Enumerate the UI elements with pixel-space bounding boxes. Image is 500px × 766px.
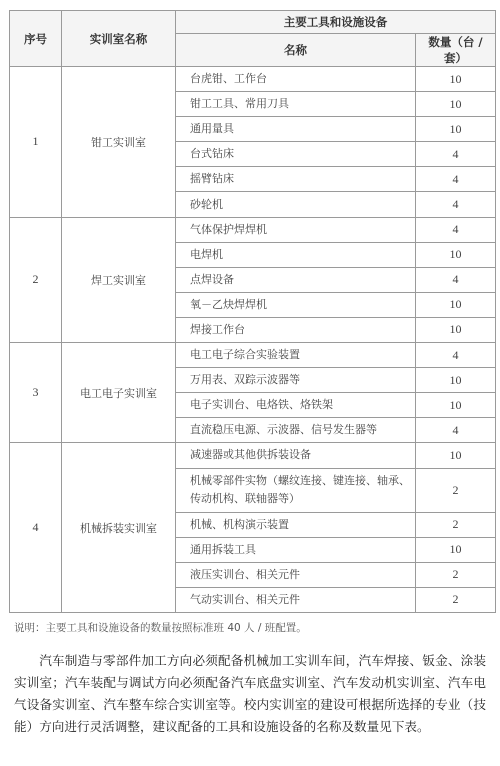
item-name-cell: 焊接工作台 [176, 317, 416, 342]
table-row [10, 443, 496, 468]
item-quantity-cell: 10 [416, 242, 496, 267]
group-seq-cell: 2 [10, 217, 62, 342]
item-quantity-cell: 2 [416, 468, 496, 512]
item-quantity-cell: 10 [416, 317, 496, 342]
item-name-cell: 砂轮机 [176, 192, 416, 217]
item-name-cell: 直流稳压电源、示波器、信号发生器等 [176, 418, 416, 443]
item-quantity-cell: 4 [416, 418, 496, 443]
table-row [10, 217, 496, 242]
header-equipment-group: 主要工具和设施设备 [176, 11, 496, 34]
item-name-cell: 气动实训台、相关元件 [176, 587, 416, 612]
group-seq-cell: 4 [10, 443, 62, 612]
item-quantity-cell: 2 [416, 512, 496, 537]
item-quantity-cell: 10 [416, 537, 496, 562]
item-name-cell: 液压实训台、相关元件 [176, 562, 416, 587]
item-name-cell: 通用量具 [176, 117, 416, 142]
group-seq-cell: 1 [10, 67, 62, 218]
item-quantity-cell: 2 [416, 587, 496, 612]
item-name-cell: 机械、机构演示装置 [176, 512, 416, 537]
table-row [10, 343, 496, 368]
item-quantity-cell: 10 [416, 393, 496, 418]
item-name-cell: 台式钻床 [176, 142, 416, 167]
item-name-cell: 减速器或其他供拆装设备 [176, 443, 416, 468]
header-item-name: 名称 [176, 34, 416, 67]
item-quantity-cell: 10 [416, 67, 496, 92]
item-quantity-cell: 10 [416, 292, 496, 317]
item-quantity-cell: 10 [416, 117, 496, 142]
header-quantity: 数量（台 / 套） [416, 34, 496, 67]
item-name-cell: 钳工工具、常用刀具 [176, 92, 416, 117]
table-row [10, 67, 496, 92]
item-name-cell: 机械零部件实物（螺纹连接、键连接、轴承、传动机构、联轴器等） [176, 468, 416, 512]
item-quantity-cell: 4 [416, 343, 496, 368]
item-quantity-cell: 4 [416, 217, 496, 242]
lab-name-cell: 电工电子实训室 [62, 343, 176, 443]
item-quantity-cell: 2 [416, 562, 496, 587]
item-quantity-cell: 4 [416, 142, 496, 167]
group-seq-cell: 3 [10, 343, 62, 443]
item-quantity-cell: 10 [416, 92, 496, 117]
item-name-cell: 气体保护焊焊机 [176, 217, 416, 242]
table-body [10, 67, 496, 613]
item-name-cell: 摇臂钻床 [176, 167, 416, 192]
item-quantity-cell: 4 [416, 167, 496, 192]
item-name-cell: 台虎钳、工作台 [176, 67, 416, 92]
item-quantity-cell: 4 [416, 267, 496, 292]
table-note: 说明：主要工具和设施设备的数量按照标准班 40 人 / 班配置。 [14, 622, 307, 634]
header-seq: 序号 [10, 11, 62, 67]
lab-name-cell: 焊工实训室 [62, 217, 176, 342]
item-name-cell: 点焊设备 [176, 267, 416, 292]
item-name-cell: 电焊机 [176, 242, 416, 267]
body-paragraph: 汽车制造与零部件加工方向必须配备机械加工实训车间，汽车焊接、钣金、涂装实训室；汽车装配与调试方向必须配备汽车底盘实训室、汽车发动机实训室、汽车电气设备实训室、汽车整车综合实训室等。校内实训室的建设可根据所选择的专业（技能）方向进行灵活调整，建议配备的工具和设施设备的名称及数量见下表。 [14, 653, 486, 734]
equipment-table [9, 10, 496, 613]
item-quantity-cell: 10 [416, 368, 496, 393]
lab-name-cell: 钳工实训室 [62, 67, 176, 218]
item-name-cell: 氧－乙炔焊焊机 [176, 292, 416, 317]
item-name-cell: 电子实训台、电烙铁、烙铁架 [176, 393, 416, 418]
header-lab-name: 实训室名称 [62, 11, 176, 67]
lab-name-cell: 机械拆装实训室 [62, 443, 176, 612]
item-name-cell: 电工电子综合实验装置 [176, 343, 416, 368]
item-name-cell: 通用拆装工具 [176, 537, 416, 562]
item-name-cell: 万用表、双踪示波器等 [176, 368, 416, 393]
item-quantity-cell: 4 [416, 192, 496, 217]
item-quantity-cell: 10 [416, 443, 496, 468]
